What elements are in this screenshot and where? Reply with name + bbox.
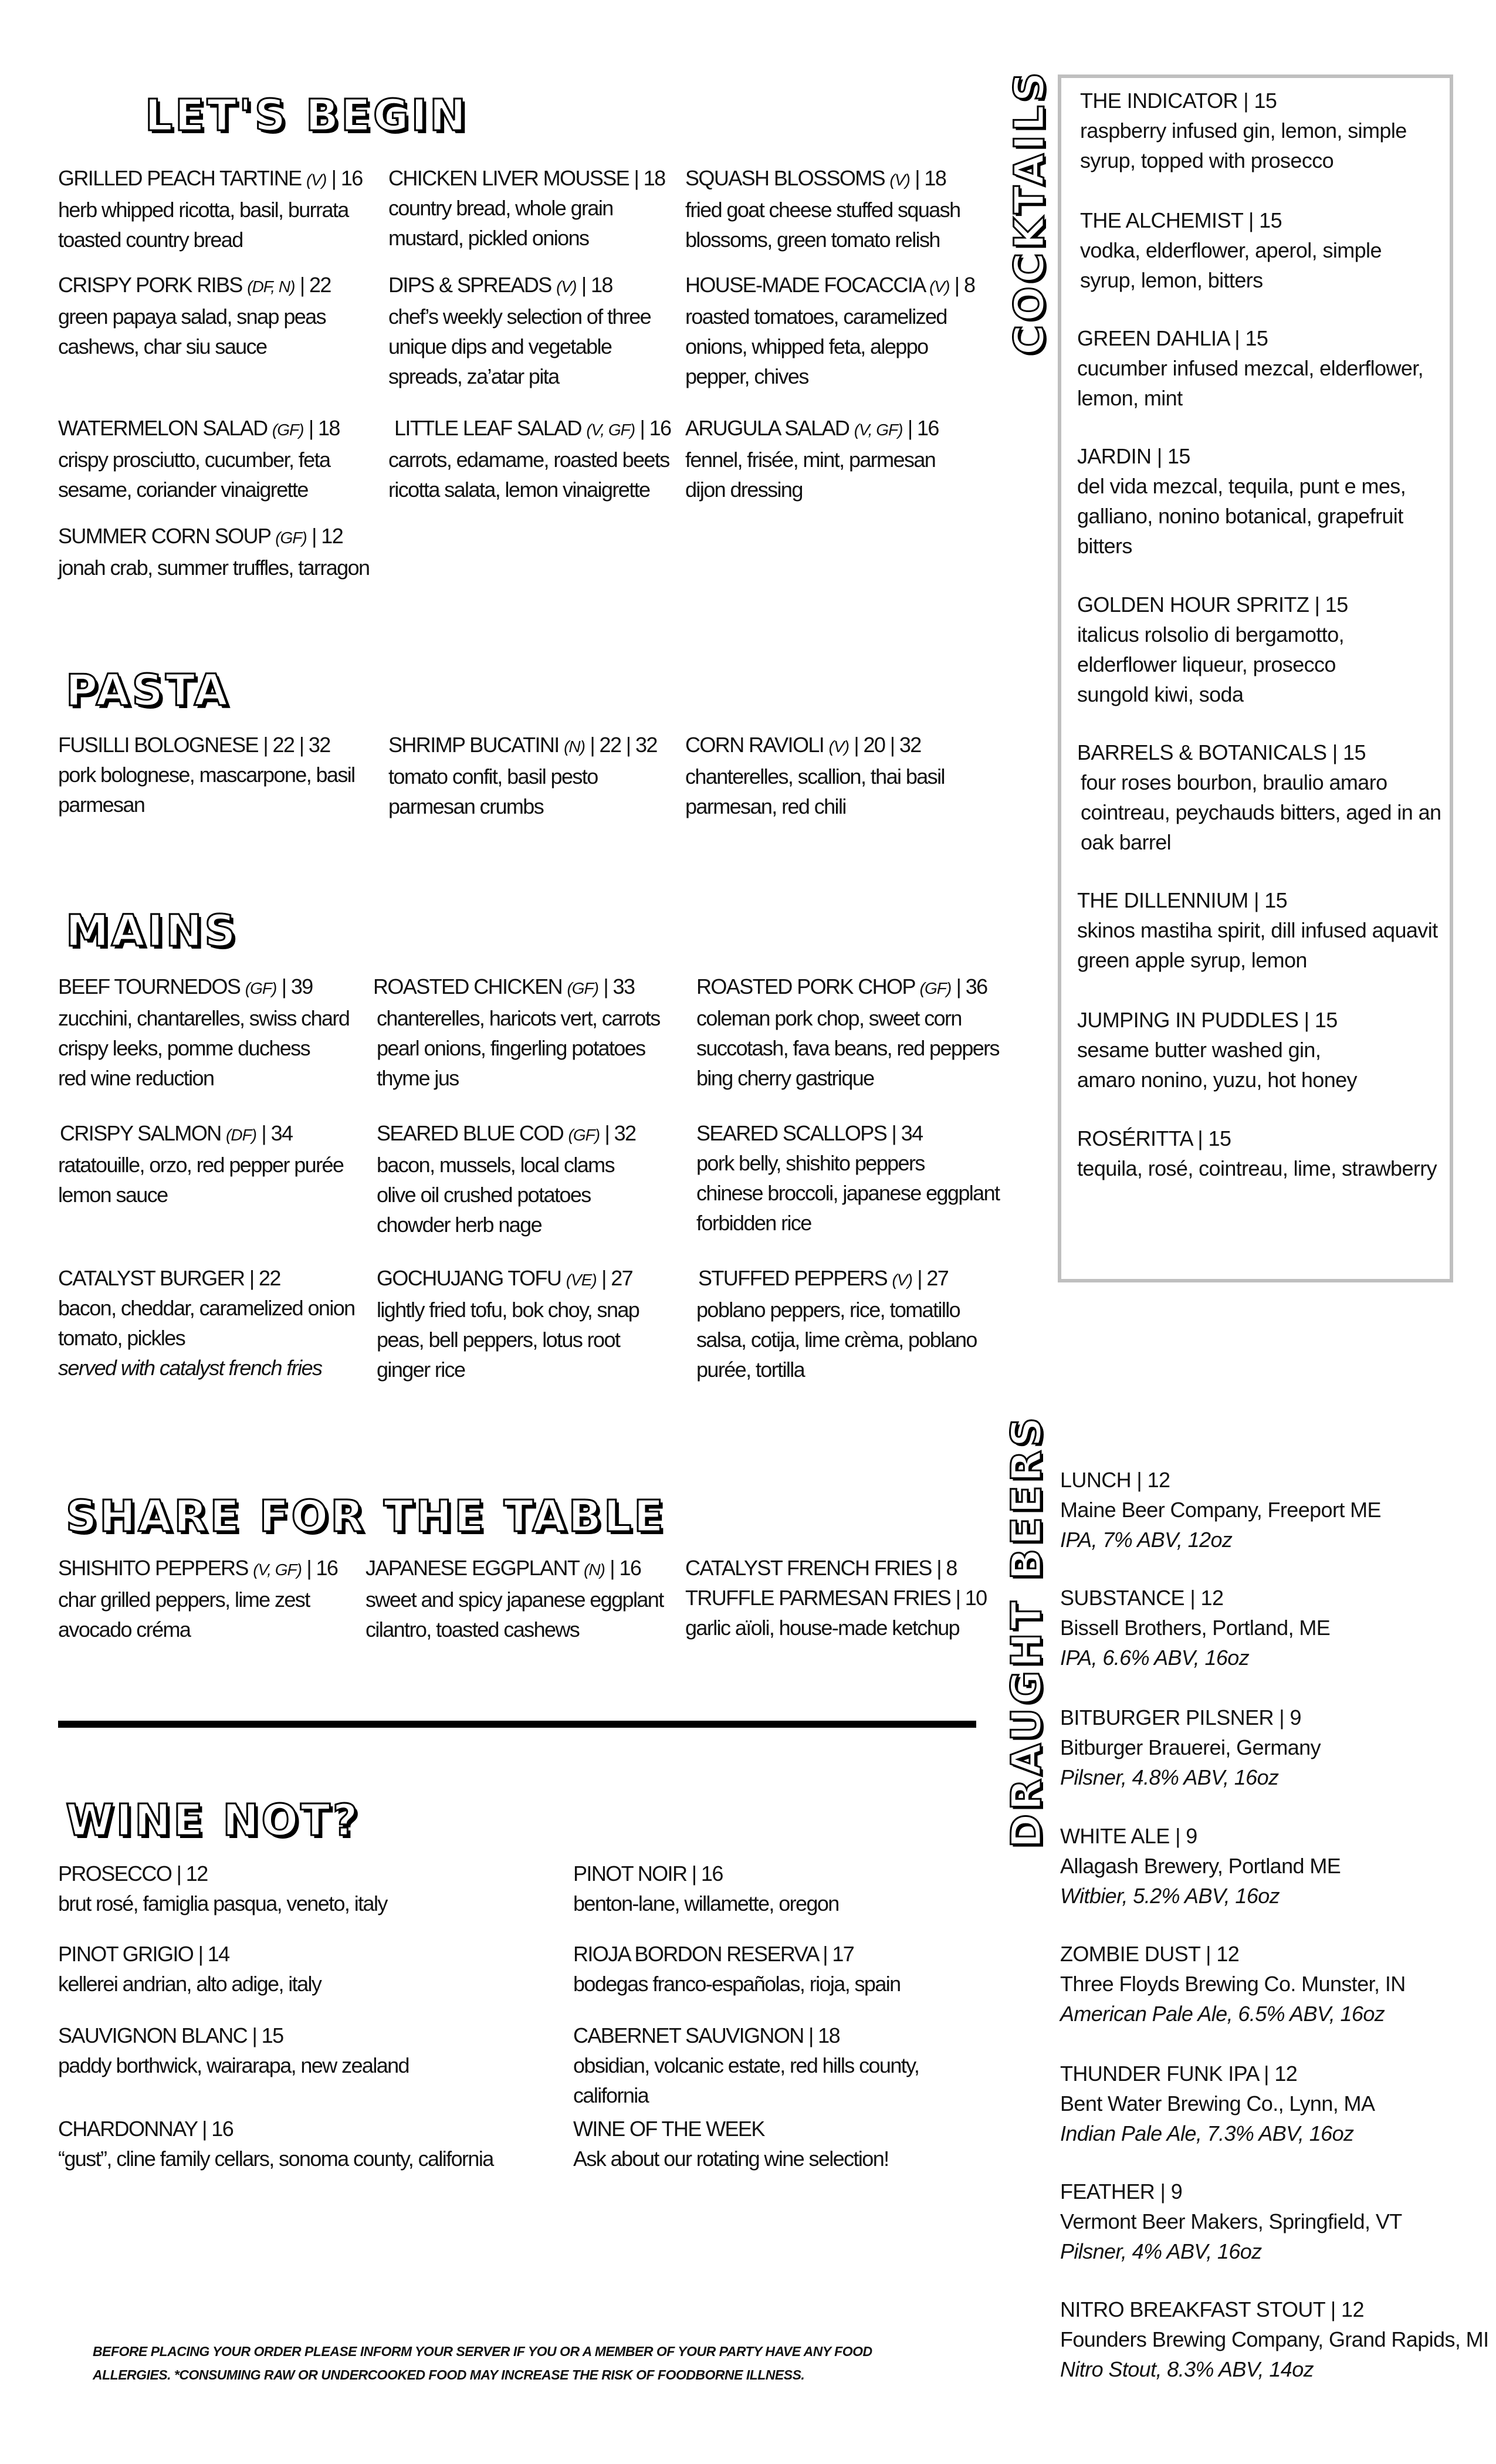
item-description: kellerei andrian, alto adige, italy bbox=[58, 1972, 321, 1996]
item-name: SQUASH BLOSSOMS bbox=[685, 166, 885, 190]
beer-brewery: Bent Water Brewing Co., Lynn, MA bbox=[1060, 2091, 1375, 2116]
item-description: poblano peppers, rice, tomatillo bbox=[696, 1298, 960, 1322]
item-description: parmesan, red chili bbox=[685, 794, 846, 818]
item-description: bitters bbox=[1077, 534, 1132, 558]
item-dietary-tag: (V) bbox=[828, 737, 849, 756]
item-dietary-tag: (DF, N) bbox=[247, 277, 295, 296]
item-price: | 22 bbox=[299, 273, 331, 297]
item-name: SAUVIGNON BLANC bbox=[58, 2023, 248, 2047]
cocktail-item bbox=[1077, 323, 1423, 413]
item-price: | 32 bbox=[604, 1121, 636, 1145]
menu-item bbox=[58, 521, 369, 583]
item-price: | 14 bbox=[198, 1942, 229, 1966]
item-price: | 15 bbox=[1243, 89, 1277, 113]
item-description: oak barrel bbox=[1081, 830, 1172, 854]
item-description: lemon, mint bbox=[1077, 386, 1183, 410]
item-description: green papaya salad, snap peas bbox=[58, 304, 326, 329]
item-name: BEEF TOURNEDOS bbox=[58, 974, 241, 999]
beer-style: IPA, 6.6% ABV, 16oz bbox=[1060, 1646, 1250, 1670]
item-description: mustard, pickled onions bbox=[388, 226, 589, 250]
item-price: | 16 bbox=[610, 1556, 641, 1580]
item-name: LITTLE LEAF SALAD bbox=[394, 416, 581, 440]
item-description: zucchini, chantarelles, swiss chard bbox=[58, 1006, 350, 1030]
item-price: | 39 bbox=[281, 974, 313, 999]
beer-item bbox=[1060, 1939, 1406, 2029]
item-description: chowder herb nage bbox=[377, 1213, 542, 1237]
item-description: peas, bell peppers, lotus root bbox=[377, 1328, 620, 1352]
item-description: elderflower liqueur, prosecco bbox=[1077, 652, 1336, 676]
item-dietary-tag: (V) bbox=[889, 171, 910, 189]
item-description: cointreau, peychauds bitters, aged in an bbox=[1081, 800, 1441, 824]
beer-brewery: Allagash Brewery, Portland ME bbox=[1060, 1854, 1341, 1878]
item-price: | 12 bbox=[1330, 2297, 1364, 2321]
menu-item bbox=[685, 1553, 987, 1643]
item-price: | 15 bbox=[1254, 888, 1288, 912]
item-description: dijon dressing bbox=[685, 478, 803, 502]
item-price: | 12 bbox=[176, 1861, 208, 1886]
item-description: country bread, whole grain bbox=[388, 196, 613, 220]
item-name: SEARED SCALLOPS bbox=[696, 1121, 887, 1145]
menu-item bbox=[60, 1118, 343, 1210]
item-description: amaro nonino, yuzu, hot honey bbox=[1077, 1068, 1357, 1092]
item-name: THUNDER FUNK IPA bbox=[1060, 2062, 1258, 2086]
item-price: | 16 bbox=[202, 2117, 233, 2141]
item-price: | 12 bbox=[1136, 1468, 1170, 1492]
item-name: RIOJA BORDON RESERVA bbox=[573, 1942, 818, 1966]
item-price: | 9 bbox=[1279, 1705, 1301, 1729]
item-name: THE DILLENNIUM bbox=[1077, 888, 1248, 912]
item-name: THE INDICATOR bbox=[1080, 89, 1238, 113]
item-price: | 18 bbox=[581, 273, 612, 297]
beer-brewery: Founders Brewing Company, Grand Rapids, MI bbox=[1060, 2327, 1489, 2351]
item-description: vodka, elderflower, aperol, simple bbox=[1080, 238, 1382, 262]
item-description: sesame, coriander vinaigrette bbox=[58, 478, 308, 502]
item-description: crispy leeks, pomme duchess bbox=[58, 1036, 310, 1060]
item-description: avocado créma bbox=[58, 1617, 191, 1641]
cocktail-item bbox=[1077, 737, 1441, 857]
menu-item bbox=[365, 1553, 664, 1644]
item-price: | 34 bbox=[891, 1121, 923, 1145]
wine-item bbox=[573, 2114, 889, 2174]
item-description: fennel, frisée, mint, parmesan bbox=[685, 448, 936, 472]
item-price: | 15 bbox=[1234, 326, 1268, 350]
item-price: | 9 bbox=[1175, 1824, 1197, 1848]
item-dietary-tag: (GF) bbox=[568, 1126, 600, 1144]
item-description: red wine reduction bbox=[58, 1066, 214, 1090]
section-heading-mains: MAINS bbox=[66, 906, 238, 956]
item-note: served with catalyst french fries bbox=[58, 1356, 322, 1380]
disclaimer-line: ALLERGIES. *CONSUMING RAW OR UNDERCOOKED FOOD MAY INCREASE THE RISK OF FOODBORNE ILLNESS. bbox=[93, 2367, 805, 2382]
item-name: JARDIN bbox=[1077, 444, 1152, 468]
section-heading-cocktails: COCKTAILS bbox=[1006, 68, 1054, 355]
item-price: | 15 bbox=[1314, 593, 1348, 617]
cocktail-item bbox=[1080, 86, 1407, 175]
item-description: olive oil crushed potatoes bbox=[377, 1183, 591, 1207]
item-description: green apple syrup, lemon bbox=[1077, 948, 1307, 972]
beer-brewery: Bitburger Brauerei, Germany bbox=[1060, 1735, 1321, 1759]
item-description: crispy prosciutto, cucumber, feta bbox=[58, 448, 330, 472]
item-description: carrots, edamame, roasted beets bbox=[388, 448, 669, 472]
item-price: | 27 bbox=[917, 1266, 949, 1290]
item-price: | 18 bbox=[808, 2023, 840, 2047]
item-price: | 20 | 32 bbox=[854, 733, 921, 757]
item-name: BITBURGER PILSNER bbox=[1060, 1705, 1274, 1729]
item-name: BARRELS & BOTANICALS bbox=[1077, 740, 1327, 764]
item-name: DIPS & SPREADS bbox=[388, 273, 551, 297]
item-name: STUFFED PEPPERS bbox=[698, 1266, 888, 1290]
item-description: blossoms, green tomato relish bbox=[685, 228, 940, 252]
section-heading-pasta: PASTA bbox=[66, 665, 231, 716]
beer-style: Indian Pale Ale, 7.3% ABV, 16oz bbox=[1060, 2121, 1354, 2145]
item-name: GOLDEN HOUR SPRITZ bbox=[1077, 593, 1309, 617]
item-price: | 36 bbox=[956, 974, 987, 999]
item-price: | 16 bbox=[691, 1861, 723, 1886]
wine-item bbox=[58, 2114, 493, 2174]
item-description: roasted tomatoes, caramelized bbox=[685, 304, 947, 329]
menu-item bbox=[685, 730, 945, 821]
cocktail-item bbox=[1077, 590, 1348, 709]
item-price: | 16 bbox=[907, 416, 939, 440]
item-description: onions, whipped feta, aleppo bbox=[685, 334, 928, 358]
beer-item bbox=[1060, 2059, 1375, 2148]
beer-brewery: Bissell Brothers, Portland, ME bbox=[1060, 1616, 1331, 1640]
item-name: SUMMER CORN SOUP bbox=[58, 524, 270, 548]
item-description: tomato, pickles bbox=[58, 1326, 185, 1350]
item-description: pork belly, shishito peppers bbox=[696, 1151, 925, 1175]
item-description: italicus rolsolio di bergamotto, bbox=[1077, 622, 1345, 647]
item-price: | 34 bbox=[261, 1121, 293, 1145]
item-price: | 15 bbox=[1304, 1008, 1338, 1032]
item-price: | 12 bbox=[312, 524, 343, 548]
item-description: ricotta salata, lemon vinaigrette bbox=[388, 478, 650, 502]
item-dietary-tag: (V) bbox=[929, 277, 950, 296]
item-description: parmesan crumbs bbox=[388, 794, 544, 818]
item-price: | 16 bbox=[306, 1556, 338, 1580]
item-description: sesame butter washed gin, bbox=[1077, 1038, 1321, 1062]
item-description: parmesan bbox=[58, 793, 145, 817]
item-price: | 8 bbox=[954, 273, 975, 297]
item-description: chanterelles, scallion, thai basil bbox=[685, 764, 945, 788]
cocktail-item bbox=[1077, 1005, 1357, 1095]
section-heading-wine: WINE NOT? bbox=[66, 1795, 360, 1846]
beer-item bbox=[1060, 1465, 1381, 1555]
item-name: ARUGULA SALAD bbox=[685, 416, 849, 440]
item-description: sungold kiwi, soda bbox=[1077, 682, 1244, 706]
item-description: bacon, cheddar, caramelized onion bbox=[58, 1296, 355, 1320]
item-description: cilantro, toasted cashews bbox=[365, 1617, 580, 1641]
item-description: chef’s weekly selection of three bbox=[388, 304, 651, 329]
item-dietary-tag: (N) bbox=[564, 737, 585, 756]
item-price: | 10 bbox=[955, 1586, 987, 1610]
cocktail-item bbox=[1077, 441, 1406, 561]
item-price: | 33 bbox=[603, 974, 635, 999]
item-description: syrup, lemon, bitters bbox=[1080, 268, 1263, 292]
item-description: succotash, fava beans, red peppers bbox=[696, 1036, 999, 1060]
item-price: | 12 bbox=[1206, 1942, 1240, 1966]
item-price: | 16 bbox=[639, 416, 671, 440]
item-description: tequila, rosé, cointreau, lime, strawberry bbox=[1077, 1156, 1437, 1180]
item-name: LUNCH bbox=[1060, 1468, 1132, 1492]
item-price: | 9 bbox=[1160, 2179, 1183, 2204]
item-description: paddy borthwick, wairarapa, new zealand bbox=[58, 2053, 409, 2077]
item-dietary-tag: (V) bbox=[306, 171, 327, 189]
menu-item bbox=[58, 1553, 337, 1644]
item-description: california bbox=[573, 2083, 649, 2107]
item-price: | 12 bbox=[1264, 2062, 1298, 2086]
beer-brewery: Three Floyds Brewing Co. Munster, IN bbox=[1060, 1972, 1406, 1996]
item-price: | 15 bbox=[1332, 740, 1366, 764]
item-name: GREEN DAHLIA bbox=[1077, 326, 1229, 350]
item-dietary-tag: (GF) bbox=[275, 529, 307, 547]
item-dietary-tag: (GF) bbox=[567, 979, 598, 997]
item-name: TRUFFLE PARMESAN FRIES bbox=[685, 1586, 951, 1610]
beer-style: Nitro Stout, 8.3% ABV, 14oz bbox=[1060, 2357, 1314, 2381]
item-dietary-tag: (GF) bbox=[272, 421, 304, 439]
menu-item bbox=[373, 972, 660, 1093]
item-name: SHISHITO PEPPERS bbox=[58, 1556, 248, 1580]
item-price: | 12 bbox=[1190, 1586, 1224, 1610]
menu-item bbox=[698, 1263, 977, 1385]
item-name: PINOT NOIR bbox=[573, 1861, 687, 1886]
item-dietary-tag: (DF) bbox=[226, 1126, 257, 1144]
item-name: WATERMELON SALAD bbox=[58, 416, 268, 440]
beer-style: Witbier, 5.2% ABV, 16oz bbox=[1060, 1884, 1280, 1908]
item-description: syrup, topped with prosecco bbox=[1080, 148, 1334, 172]
item-name: CATALYST BURGER bbox=[58, 1266, 245, 1290]
item-description: del vida mezcal, tequila, punt e mes, bbox=[1077, 474, 1406, 498]
item-description: salsa, cotija, lime crèma, poblano bbox=[696, 1328, 977, 1352]
menu-item bbox=[685, 413, 939, 505]
beer-style: American Pale Ale, 6.5% ABV, 16oz bbox=[1060, 2002, 1385, 2026]
item-description: benton-lane, willamette, oregon bbox=[573, 1891, 839, 1915]
item-dietary-tag: (V) bbox=[556, 277, 577, 296]
item-name: NITRO BREAKFAST STOUT bbox=[1060, 2297, 1325, 2321]
item-description: herb whipped ricotta, basil, burrata bbox=[58, 198, 348, 222]
item-description: raspberry infused gin, lemon, simple bbox=[1080, 119, 1407, 143]
beer-item bbox=[1060, 1821, 1341, 1911]
cocktail-item bbox=[1077, 1123, 1437, 1183]
item-description: ginger rice bbox=[377, 1358, 465, 1382]
item-name: SEARED BLUE COD bbox=[377, 1121, 564, 1145]
item-description: thyme jus bbox=[377, 1066, 459, 1090]
beer-item bbox=[1060, 2177, 1402, 2266]
item-description: lightly fried tofu, bok choy, snap bbox=[377, 1298, 639, 1322]
item-name: SUBSTANCE bbox=[1060, 1586, 1184, 1610]
beer-brewery: Vermont Beer Makers, Springfield, VT bbox=[1060, 2209, 1402, 2233]
menu-item bbox=[388, 413, 671, 505]
menu-item bbox=[696, 1118, 999, 1238]
item-description: pepper, chives bbox=[685, 364, 808, 388]
menu-item bbox=[58, 730, 355, 820]
item-name: CHARDONNAY bbox=[58, 2117, 197, 2141]
item-dietary-tag: (V, GF) bbox=[586, 421, 635, 439]
item-name: CHICKEN LIVER MOUSSE bbox=[388, 166, 629, 190]
item-name: ROASTED PORK CHOP bbox=[696, 974, 915, 999]
item-description: chinese broccoli, japanese eggplant bbox=[696, 1181, 1000, 1205]
item-description: ratatouille, orzo, red pepper purée bbox=[58, 1153, 344, 1177]
item-price: | 15 bbox=[1197, 1126, 1231, 1150]
item-description: spreads, za’atar pita bbox=[388, 364, 559, 388]
item-description: bacon, mussels, local clams bbox=[377, 1153, 614, 1177]
item-name: WHITE ALE bbox=[1060, 1824, 1170, 1848]
menu-item bbox=[388, 163, 665, 253]
item-description: cucumber infused mezcal, elderflower, bbox=[1077, 356, 1424, 380]
menu-item bbox=[388, 730, 657, 821]
item-name: GOCHUJANG TOFU bbox=[377, 1266, 561, 1290]
beer-item bbox=[1060, 2294, 1488, 2384]
beer-item bbox=[1060, 1703, 1321, 1792]
item-name: ZOMBIE DUST bbox=[1060, 1942, 1200, 1966]
item-price: | 8 bbox=[936, 1556, 957, 1580]
menu-item bbox=[58, 1263, 355, 1383]
item-dietary-tag: (GF) bbox=[245, 979, 277, 997]
item-name: CATALYST FRENCH FRIES bbox=[685, 1556, 932, 1580]
item-dietary-tag: (V, GF) bbox=[253, 1561, 302, 1579]
wine-item bbox=[58, 1939, 321, 1999]
beer-brewery: Maine Beer Company, Freeport ME bbox=[1060, 1498, 1381, 1522]
item-description: cashews, char siu sauce bbox=[58, 334, 267, 358]
item-name: PROSECCO bbox=[58, 1861, 172, 1886]
item-name: FUSILLI BOLOGNESE bbox=[58, 733, 258, 757]
cocktail-item bbox=[1080, 205, 1382, 295]
item-price: | 18 bbox=[915, 166, 946, 190]
allergy-disclaimer bbox=[93, 2340, 872, 2387]
section-heading-draught-beers: DRAUGHT BEERS bbox=[1003, 1413, 1051, 1848]
item-description: chanterelles, haricots vert, carrots bbox=[377, 1006, 660, 1030]
item-dietary-tag: (V, GF) bbox=[854, 421, 903, 439]
item-name: THE ALCHEMIST bbox=[1080, 208, 1243, 232]
item-name: JAPANESE EGGPLANT bbox=[365, 1556, 579, 1580]
item-description: char grilled peppers, lime zest bbox=[58, 1588, 310, 1612]
item-dietary-tag: (GF) bbox=[919, 979, 952, 997]
item-description: tomato confit, basil pesto bbox=[388, 764, 598, 788]
item-name: CABERNET SAUVIGNON bbox=[573, 2023, 804, 2047]
item-name: CRISPY SALMON bbox=[60, 1121, 221, 1145]
item-description: pork bolognese, mascarpone, basil bbox=[58, 763, 355, 787]
item-description: brut rosé, famiglia pasqua, veneto, italy bbox=[58, 1891, 387, 1915]
beer-style: Pilsner, 4.8% ABV, 16oz bbox=[1060, 1765, 1279, 1789]
disclaimer-line: BEFORE PLACING YOUR ORDER PLEASE INFORM YOUR SERVER IF YOU OR A MEMBER OF YOUR PARTY HAVE ANY FOOD bbox=[93, 2344, 872, 2359]
menu-item bbox=[388, 270, 651, 391]
item-name: GRILLED PEACH TARTINE bbox=[58, 166, 302, 190]
wine-item bbox=[58, 2020, 409, 2080]
item-description: sweet and spicy japanese eggplant bbox=[365, 1588, 664, 1612]
wine-item bbox=[573, 2020, 919, 2110]
item-description: fried goat cheese stuffed squash bbox=[685, 198, 960, 222]
menu-item bbox=[58, 163, 363, 255]
item-name: ROASTED CHICKEN bbox=[373, 974, 563, 999]
beer-style: Pilsner, 4% ABV, 16oz bbox=[1060, 2239, 1262, 2263]
menu-item bbox=[685, 270, 974, 391]
item-description: four roses bourbon, braulio amaro bbox=[1081, 770, 1387, 794]
section-divider bbox=[58, 1721, 976, 1728]
wine-item bbox=[573, 1859, 839, 1918]
item-description: skinos mastiha spirit, dill infused aquavit bbox=[1077, 918, 1438, 942]
item-description: unique dips and vegetable bbox=[388, 334, 612, 358]
item-price: | 22 bbox=[249, 1266, 280, 1290]
item-price: | 22 | 32 bbox=[263, 733, 330, 757]
item-description: pearl onions, fingerling potatoes bbox=[377, 1036, 645, 1060]
cocktail-item bbox=[1077, 885, 1438, 975]
item-dietary-tag: (V) bbox=[892, 1271, 912, 1289]
menu-item bbox=[377, 1263, 639, 1385]
menu-item bbox=[58, 413, 340, 505]
item-description: coleman pork chop, sweet corn bbox=[696, 1006, 962, 1030]
section-heading-share: SHARE FOR THE TABLE bbox=[66, 1491, 666, 1542]
menu-item bbox=[685, 163, 960, 255]
item-description: lemon sauce bbox=[58, 1183, 168, 1207]
item-description: purée, tortilla bbox=[696, 1358, 805, 1382]
beer-style: IPA, 7% ABV, 12oz bbox=[1060, 1528, 1233, 1552]
wine-item bbox=[58, 1859, 387, 1918]
item-description: garlic aïoli, house-made ketchup bbox=[685, 1616, 960, 1640]
item-description: toasted country bread bbox=[58, 228, 243, 252]
item-name: ROSÉRITTA bbox=[1077, 1126, 1192, 1150]
item-description: galliano, nonino botanical, grapefruit bbox=[1077, 504, 1403, 528]
item-description: bing cherry gastrique bbox=[696, 1066, 874, 1090]
item-price: | 27 bbox=[601, 1266, 633, 1290]
item-name: CORN RAVIOLI bbox=[685, 733, 824, 757]
item-price: | 15 bbox=[1248, 208, 1282, 232]
menu-item bbox=[58, 972, 349, 1093]
item-price: | 22 | 32 bbox=[590, 733, 657, 757]
item-price: | 18 bbox=[308, 416, 340, 440]
item-description: Ask about our rotating wine selection! bbox=[573, 2147, 889, 2171]
item-name: HOUSE-MADE FOCACCIA bbox=[685, 273, 925, 297]
item-price: | 16 bbox=[331, 166, 363, 190]
menu-item bbox=[377, 1118, 635, 1240]
item-price: | 17 bbox=[823, 1942, 854, 1966]
wine-item bbox=[573, 1939, 901, 1999]
item-name: PINOT GRIGIO bbox=[58, 1942, 194, 1966]
item-price: | 18 bbox=[634, 166, 665, 190]
item-dietary-tag: (N) bbox=[584, 1561, 605, 1579]
beer-item bbox=[1060, 1583, 1330, 1673]
item-description: jonah crab, summer truffles, tarragon bbox=[58, 556, 370, 580]
item-price: | 15 bbox=[252, 2023, 283, 2047]
item-name: JUMPING IN PUDDLES bbox=[1077, 1008, 1299, 1032]
item-name: WINE OF THE WEEK bbox=[573, 2117, 764, 2141]
item-price: | 15 bbox=[1156, 444, 1190, 468]
item-name: CRISPY PORK RIBS bbox=[58, 273, 242, 297]
item-description: “gust”, cline family cellars, sonoma county, california bbox=[58, 2147, 493, 2171]
item-dietary-tag: (VE) bbox=[566, 1271, 597, 1289]
menu-item bbox=[58, 270, 331, 361]
menu-item bbox=[696, 972, 999, 1093]
item-name: FEATHER bbox=[1060, 2179, 1155, 2204]
item-name: SHRIMP BUCATINI bbox=[388, 733, 559, 757]
item-description: bodegas franco-españolas, rioja, spain bbox=[573, 1972, 901, 1996]
item-description: forbidden rice bbox=[696, 1211, 811, 1235]
section-heading-lets-begin: LET'S BEGIN bbox=[145, 90, 469, 141]
item-description: obsidian, volcanic estate, red hills county, bbox=[573, 2053, 919, 2077]
